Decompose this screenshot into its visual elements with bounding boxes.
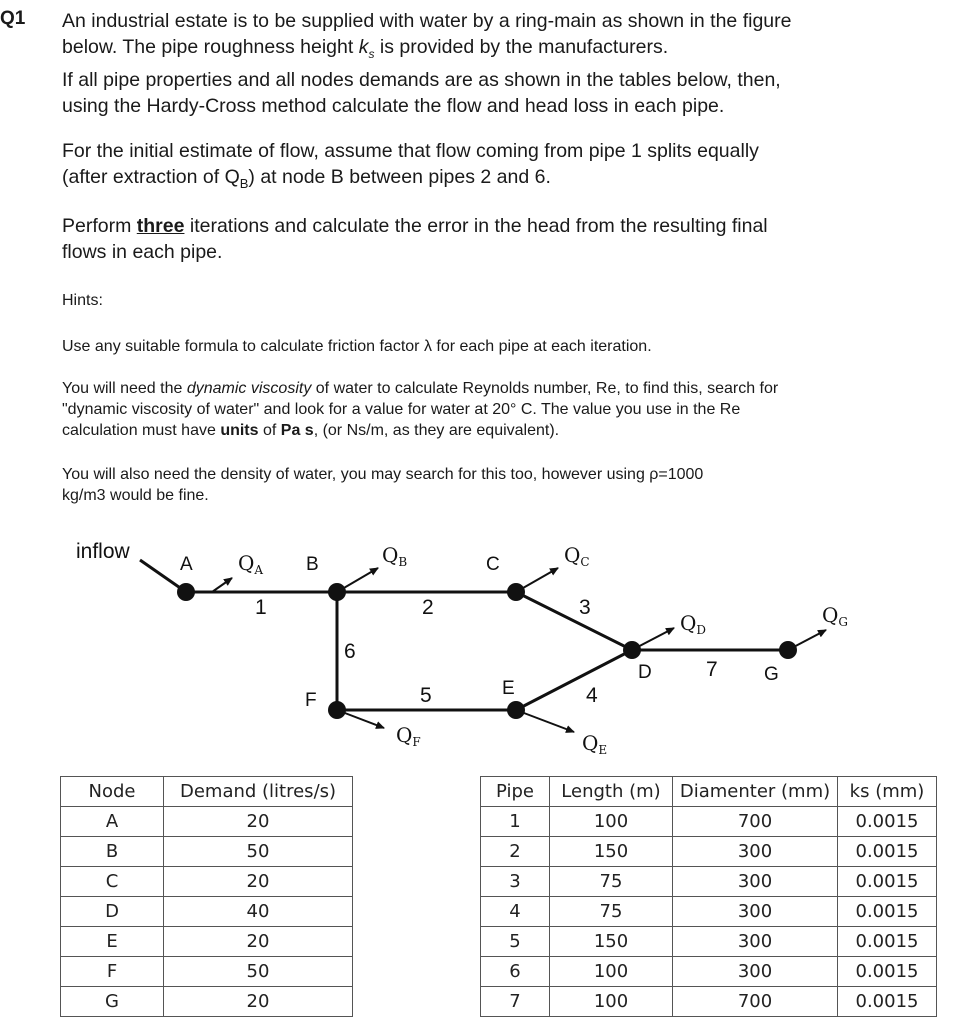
iterations-text-3: flows in each pipe. [62, 241, 223, 263]
pipe-7-label: 7 [706, 658, 718, 681]
demand-cell: 20 [164, 927, 353, 957]
diameter-cell: 300 [673, 957, 838, 987]
qb-subscript: B [239, 175, 249, 191]
node-d-dot [623, 641, 641, 659]
qa-arrow [212, 578, 232, 592]
pipe-cell: 7 [481, 987, 550, 1017]
node-column-header: Node [61, 777, 164, 807]
pipe-cell: 6 [481, 957, 550, 987]
initial-estimate-line-1: For the initial estimate of flow, assume that flow coming from pipe 1 splits equally [62, 140, 759, 162]
ring-main-diagram [0, 530, 980, 770]
diameter-cell: 300 [673, 837, 838, 867]
node-cell: B [61, 837, 164, 867]
pipe-cell: 3 [481, 867, 550, 897]
demand-cell: 40 [164, 897, 353, 927]
demand-cell: 50 [164, 837, 353, 867]
ks-cell: 0.0015 [838, 867, 937, 897]
question-intro [62, 8, 932, 119]
initial-estimate-line-2a: (after extraction of Q [62, 166, 240, 188]
pipe-column-header: Pipe [481, 777, 550, 807]
length-cell: 100 [550, 807, 673, 837]
ks-cell: 0.0015 [838, 897, 937, 927]
viscosity-text-3: "dynamic viscosity of water" and look for a value for water at 20° C. The value you use in the Re [62, 401, 741, 418]
hint-viscosity [62, 378, 932, 441]
node-cell: D [61, 897, 164, 927]
pipe-4-line [516, 650, 632, 710]
iterations-paragraph [62, 213, 932, 265]
table-row [61, 807, 353, 837]
pipe-4-label: 4 [586, 684, 598, 707]
table-row [61, 897, 353, 927]
table-row [61, 837, 353, 867]
pipe-1-label: 1 [255, 596, 267, 619]
ks-subscript: s [368, 46, 375, 61]
table-row [481, 837, 937, 867]
node-cell: G [61, 987, 164, 1017]
ks-column-header: ks (mm) [838, 777, 937, 807]
demand-cell: 20 [164, 987, 353, 1017]
table-row [481, 897, 937, 927]
intro-line-1: An industrial estate is to be supplied with water by a ring-main as shown in the figure [62, 10, 792, 32]
units-emphasis: units [220, 422, 259, 439]
diameter-cell: 300 [673, 927, 838, 957]
node-c-label: C [486, 554, 500, 575]
table-row [481, 927, 937, 957]
diameter-cell: 300 [673, 897, 838, 927]
qe-label: $Q_E$ [582, 731, 608, 757]
qe-arrow [516, 710, 574, 732]
node-cell: A [61, 807, 164, 837]
length-column-header: Length (m) [550, 777, 673, 807]
qb-label: $Q_B$ [382, 543, 408, 569]
pipe-cell: 1 [481, 807, 550, 837]
intro-line-2a: below. The pipe roughness height [62, 36, 359, 58]
hints-title: Hints: [62, 292, 103, 309]
ks-symbol: k [358, 36, 369, 58]
node-f-dot [328, 701, 346, 719]
pipe-cell: 2 [481, 837, 550, 867]
ks-cell: 0.0015 [838, 927, 937, 957]
node-e-dot [507, 701, 525, 719]
ks-cell: 0.0015 [838, 957, 937, 987]
viscosity-text-2: of water to calculate Reynolds number, Re, to find this, search for [311, 380, 779, 397]
node-g-dot [779, 641, 797, 659]
question-number: Q1 [0, 8, 26, 29]
length-cell: 75 [550, 867, 673, 897]
pipe-5-label: 5 [420, 684, 432, 707]
pipe-6-label: 6 [344, 640, 356, 663]
qf-label: $Q_F$ [396, 723, 421, 749]
demand-column-header: Demand (litres/s) [164, 777, 353, 807]
initial-estimate-line-2b: ) at node B between pipes 2 and 6. [248, 166, 551, 188]
pipe-2-label: 2 [422, 596, 434, 619]
table-row [61, 867, 353, 897]
viscosity-text-4: calculation must have [62, 422, 221, 439]
table-row [481, 987, 937, 1017]
node-c-dot [507, 583, 525, 601]
iterations-text-2: iterations and calculate the error in the head from the resulting final [184, 215, 768, 237]
length-cell: 150 [550, 927, 673, 957]
length-cell: 100 [550, 987, 673, 1017]
demand-cell: 50 [164, 957, 353, 987]
table-row [61, 987, 353, 1017]
ks-cell: 0.0015 [838, 837, 937, 867]
intro-line-3: If all pipe properties and all nodes demands are as shown in the tables below, then, [62, 68, 781, 91]
demand-cell: 20 [164, 867, 353, 897]
node-a-dot [177, 583, 195, 601]
node-table-header-row [61, 777, 353, 807]
node-g-label: G [764, 664, 779, 685]
node-b-label: B [306, 554, 319, 575]
diameter-cell: 300 [673, 867, 838, 897]
qd-label: $Q_D$ [680, 611, 707, 637]
qa-label: $Q_A$ [238, 551, 264, 577]
viscosity-text-6: , (or Ns/m, as they are equivalent). [313, 422, 560, 439]
density-line-1: You will also need the density of water, you may search for this too, however using ρ=1000 [62, 466, 704, 483]
table-row [481, 807, 937, 837]
node-cell: E [61, 927, 164, 957]
node-cell: C [61, 867, 164, 897]
pipe-properties-table [480, 776, 937, 1017]
pipe-cell: 5 [481, 927, 550, 957]
pipe-table-header-row [481, 777, 937, 807]
intro-line-4: using the Hardy-Cross method calculate the flow and head loss in each pipe. [62, 94, 725, 117]
viscosity-text-1: You will need the [62, 380, 187, 397]
table-row [481, 867, 937, 897]
table-row [61, 927, 353, 957]
density-line-2: kg/m3 would be fine. [62, 487, 209, 504]
node-demand-table [60, 776, 353, 1017]
node-cell: F [61, 957, 164, 987]
pipe-3-line [516, 592, 632, 650]
diameter-cell: 700 [673, 987, 838, 1017]
inflow-label: inflow [76, 540, 130, 563]
node-f-label: F [305, 690, 317, 711]
viscosity-emphasis: dynamic viscosity [186, 380, 312, 397]
diameter-cell: 700 [673, 807, 838, 837]
initial-estimate-paragraph [62, 138, 932, 197]
node-b-dot [328, 583, 346, 601]
node-a-label: A [180, 554, 193, 575]
diameter-column-header: Diamenter (mm) [673, 777, 838, 807]
hint-friction: Use any suitable formula to calculate friction factor λ for each pipe at each iteration. [62, 338, 652, 355]
pipe-cell: 4 [481, 897, 550, 927]
length-cell: 75 [550, 897, 673, 927]
demand-cell: 20 [164, 807, 353, 837]
pas-emphasis: Pa s [280, 422, 314, 439]
qc-label: $Q_C$ [564, 543, 590, 569]
viscosity-text-5: of [258, 422, 281, 439]
ks-cell: 0.0015 [838, 807, 937, 837]
table-row [481, 957, 937, 987]
ks-cell: 0.0015 [838, 987, 937, 1017]
intro-line-2b: is provided by the manufacturers. [374, 36, 669, 58]
hint-density [62, 464, 932, 506]
length-cell: 100 [550, 957, 673, 987]
iterations-text-1: Perform [62, 215, 137, 237]
node-d-label: D [638, 662, 652, 683]
length-cell: 150 [550, 837, 673, 867]
node-e-label: E [502, 678, 515, 699]
table-row [61, 957, 353, 987]
qg-label: $Q_G$ [822, 603, 848, 629]
iterations-emphasis: three [136, 215, 185, 237]
pipe-3-label: 3 [579, 596, 591, 619]
